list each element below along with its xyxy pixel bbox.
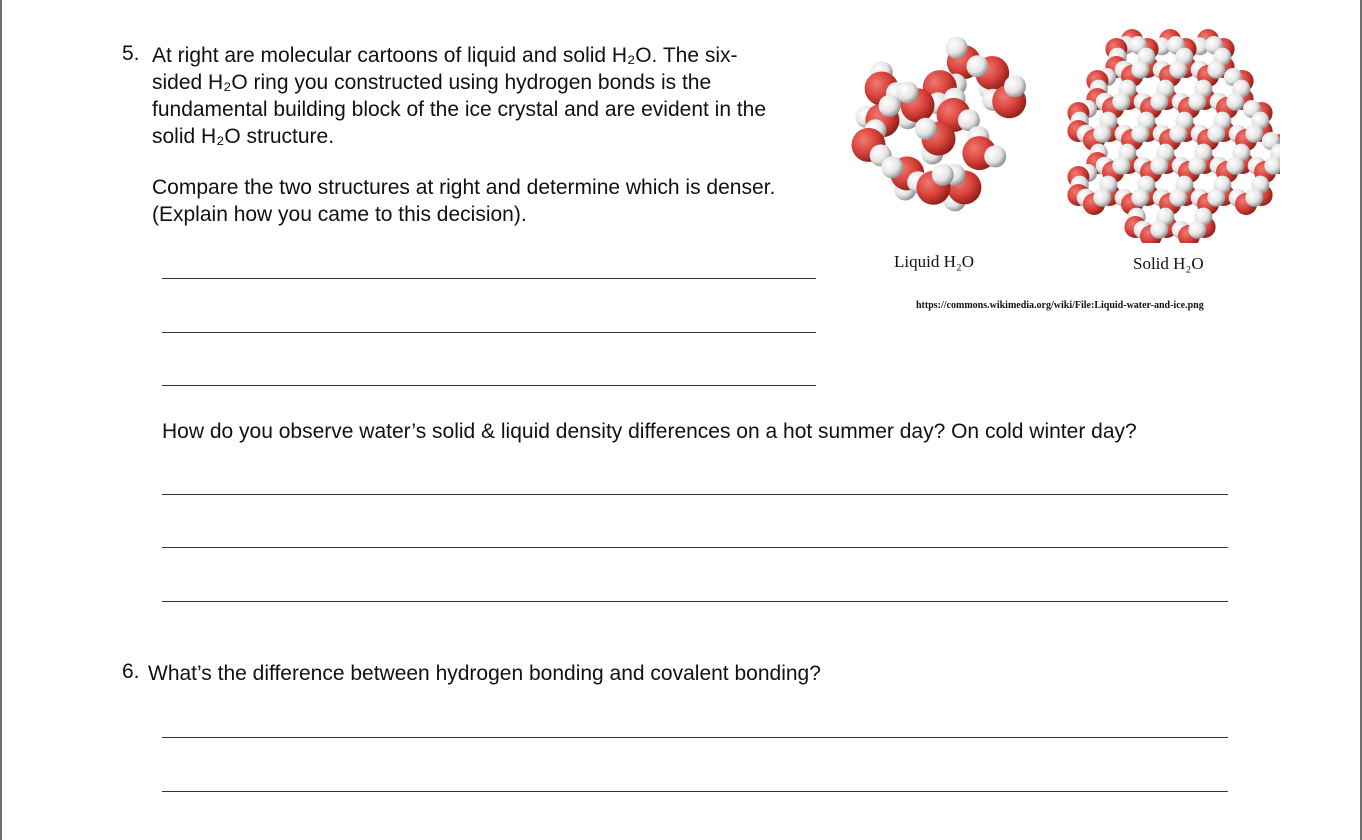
question-5-prompt-line-1: Compare the two structures at right and determine which is denser. (152, 176, 776, 199)
hydrogen-atom (1131, 125, 1149, 143)
hydrogen-atom (897, 82, 919, 104)
hydrogen-atom (1150, 157, 1168, 175)
liquid-water-caption: Liquid H₂O (894, 252, 975, 271)
question-6-text: What’s the difference between hydrogen bonding and covalent bonding? (148, 662, 821, 685)
hydrogen-atom (1169, 61, 1187, 79)
question-5-line-2: sided H₂O ring you constructed using hydrogen bonds is the (152, 71, 712, 94)
question-5-followup: How do you observe water’s solid & liquid density differences on a hot summer day? On cold winter day? (162, 420, 1137, 443)
answer-line[interactable] (162, 601, 1228, 602)
hydrogen-atom (967, 55, 989, 77)
hydrogen-atom (1093, 189, 1111, 207)
question-5-intro (152, 42, 832, 150)
hydrogen-atom (881, 156, 903, 178)
page-left-edge (0, 0, 2, 840)
hydrogen-atom (1207, 189, 1225, 207)
question-5-line-3: fundamental building block of the ice crystal and are evident in the (152, 98, 767, 121)
hydrogen-atom (984, 145, 1006, 167)
hydrogen-atom (879, 95, 901, 117)
liquid-water-molecules-image (840, 28, 1040, 228)
hydrogen-atom (1150, 221, 1168, 239)
question-5-prompt-line-2: (Explain how you came to this decision). (152, 203, 527, 226)
answer-line[interactable] (162, 278, 816, 279)
hydrogen-atom (1188, 157, 1206, 175)
hydrogen-atom (1245, 189, 1263, 207)
hydrogen-atom (1004, 75, 1026, 97)
answer-line[interactable] (162, 385, 816, 386)
solid-water-caption: Solid H₂O (1133, 254, 1204, 273)
image-credit-link[interactable]: https://commons.wikimedia.org/wiki/File:Liquid-water-and-ice.png (916, 300, 1204, 311)
hydrogen-atom (1169, 189, 1187, 207)
question-5-number: 5. (122, 42, 140, 65)
hydrogen-atom (946, 37, 968, 59)
hydrogen-atom (1112, 157, 1130, 175)
answer-line[interactable] (162, 494, 1228, 495)
hydrogen-atom (1169, 125, 1187, 143)
hydrogen-atom (1093, 125, 1111, 143)
hydrogen-atom (1226, 157, 1244, 175)
hydrogen-atom (915, 118, 937, 140)
hydrogen-atom (1245, 125, 1263, 143)
answer-line[interactable] (162, 791, 1228, 792)
question-5-line-4: solid H₂O structure. (152, 125, 335, 148)
hydrogen-atom (1112, 93, 1130, 111)
answer-line[interactable] (162, 547, 1228, 548)
hydrogen-atom (1188, 221, 1206, 239)
hydrogen-atom (1150, 93, 1168, 111)
hydrogen-atom (932, 164, 954, 186)
answer-line[interactable] (162, 737, 1228, 738)
hydrogen-atom (1207, 125, 1225, 143)
hydrogen-atom (1131, 61, 1149, 79)
question-5-line-1: At right are molecular cartoons of liquid and solid H₂O. The six- (152, 44, 738, 67)
answer-line[interactable] (162, 332, 816, 333)
hydrogen-atom (1226, 93, 1244, 111)
solid-water-ice-image (1058, 28, 1280, 243)
question-6-number: 6. (122, 660, 140, 683)
question-5-prompt (152, 174, 842, 228)
hydrogen-atom (1207, 61, 1225, 79)
hydrogen-atom (1131, 189, 1149, 207)
hydrogen-atom (1188, 93, 1206, 111)
